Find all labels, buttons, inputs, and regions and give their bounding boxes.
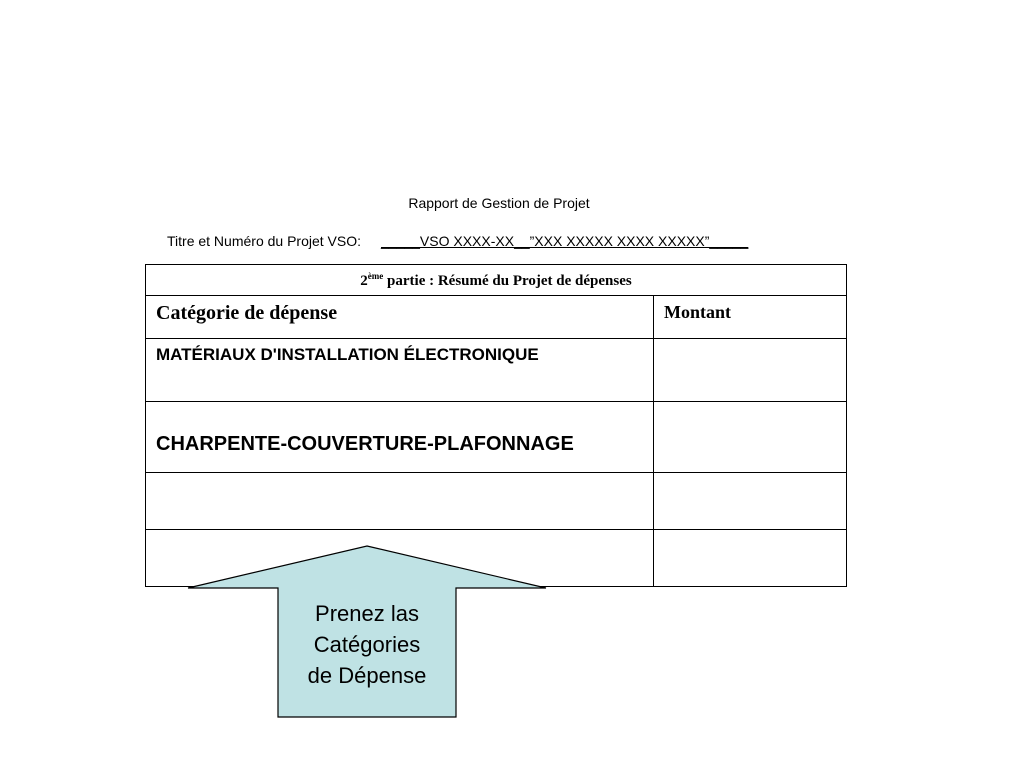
callout-line-2: Catégories <box>313 632 421 657</box>
amount-cell <box>654 530 847 587</box>
part-number: 2 <box>360 272 368 289</box>
project-label: Titre et Numéro du Projet VSO: <box>167 233 361 249</box>
part-title: partie : Résumé du Projet de dépenses <box>383 272 632 289</box>
table-header-row <box>146 296 847 339</box>
part-superscript: ème <box>367 270 384 281</box>
category-cell: MATÉRIAUX D'INSTALLATION ÉLECTRONIQUE <box>146 339 654 402</box>
table-row <box>146 339 847 402</box>
arrow-callout-text <box>278 598 456 691</box>
table-row <box>146 473 847 530</box>
project-title-line <box>167 233 748 249</box>
column-header-amount: Montant <box>654 296 847 339</box>
category-cell <box>146 473 654 530</box>
amount-cell <box>654 473 847 530</box>
part-heading <box>146 265 847 296</box>
callout-line-3: de Dépense <box>307 663 427 688</box>
table-part-row <box>146 265 847 296</box>
table-row <box>146 402 847 473</box>
column-header-category: Catégorie de dépense <box>146 296 654 339</box>
amount-cell <box>654 402 847 473</box>
amount-cell <box>654 339 847 402</box>
callout-line-1: Prenez las <box>315 601 419 626</box>
category-cell: CHARPENTE-COUVERTURE-PLAFONNAGE <box>146 402 654 473</box>
project-value: _____VSO XXXX-XX__”XXX XXXXX XXXX XXXXX”_____ <box>381 233 749 249</box>
report-title: Rapport de Gestion de Projet <box>408 195 590 211</box>
expense-summary-table <box>145 264 847 587</box>
